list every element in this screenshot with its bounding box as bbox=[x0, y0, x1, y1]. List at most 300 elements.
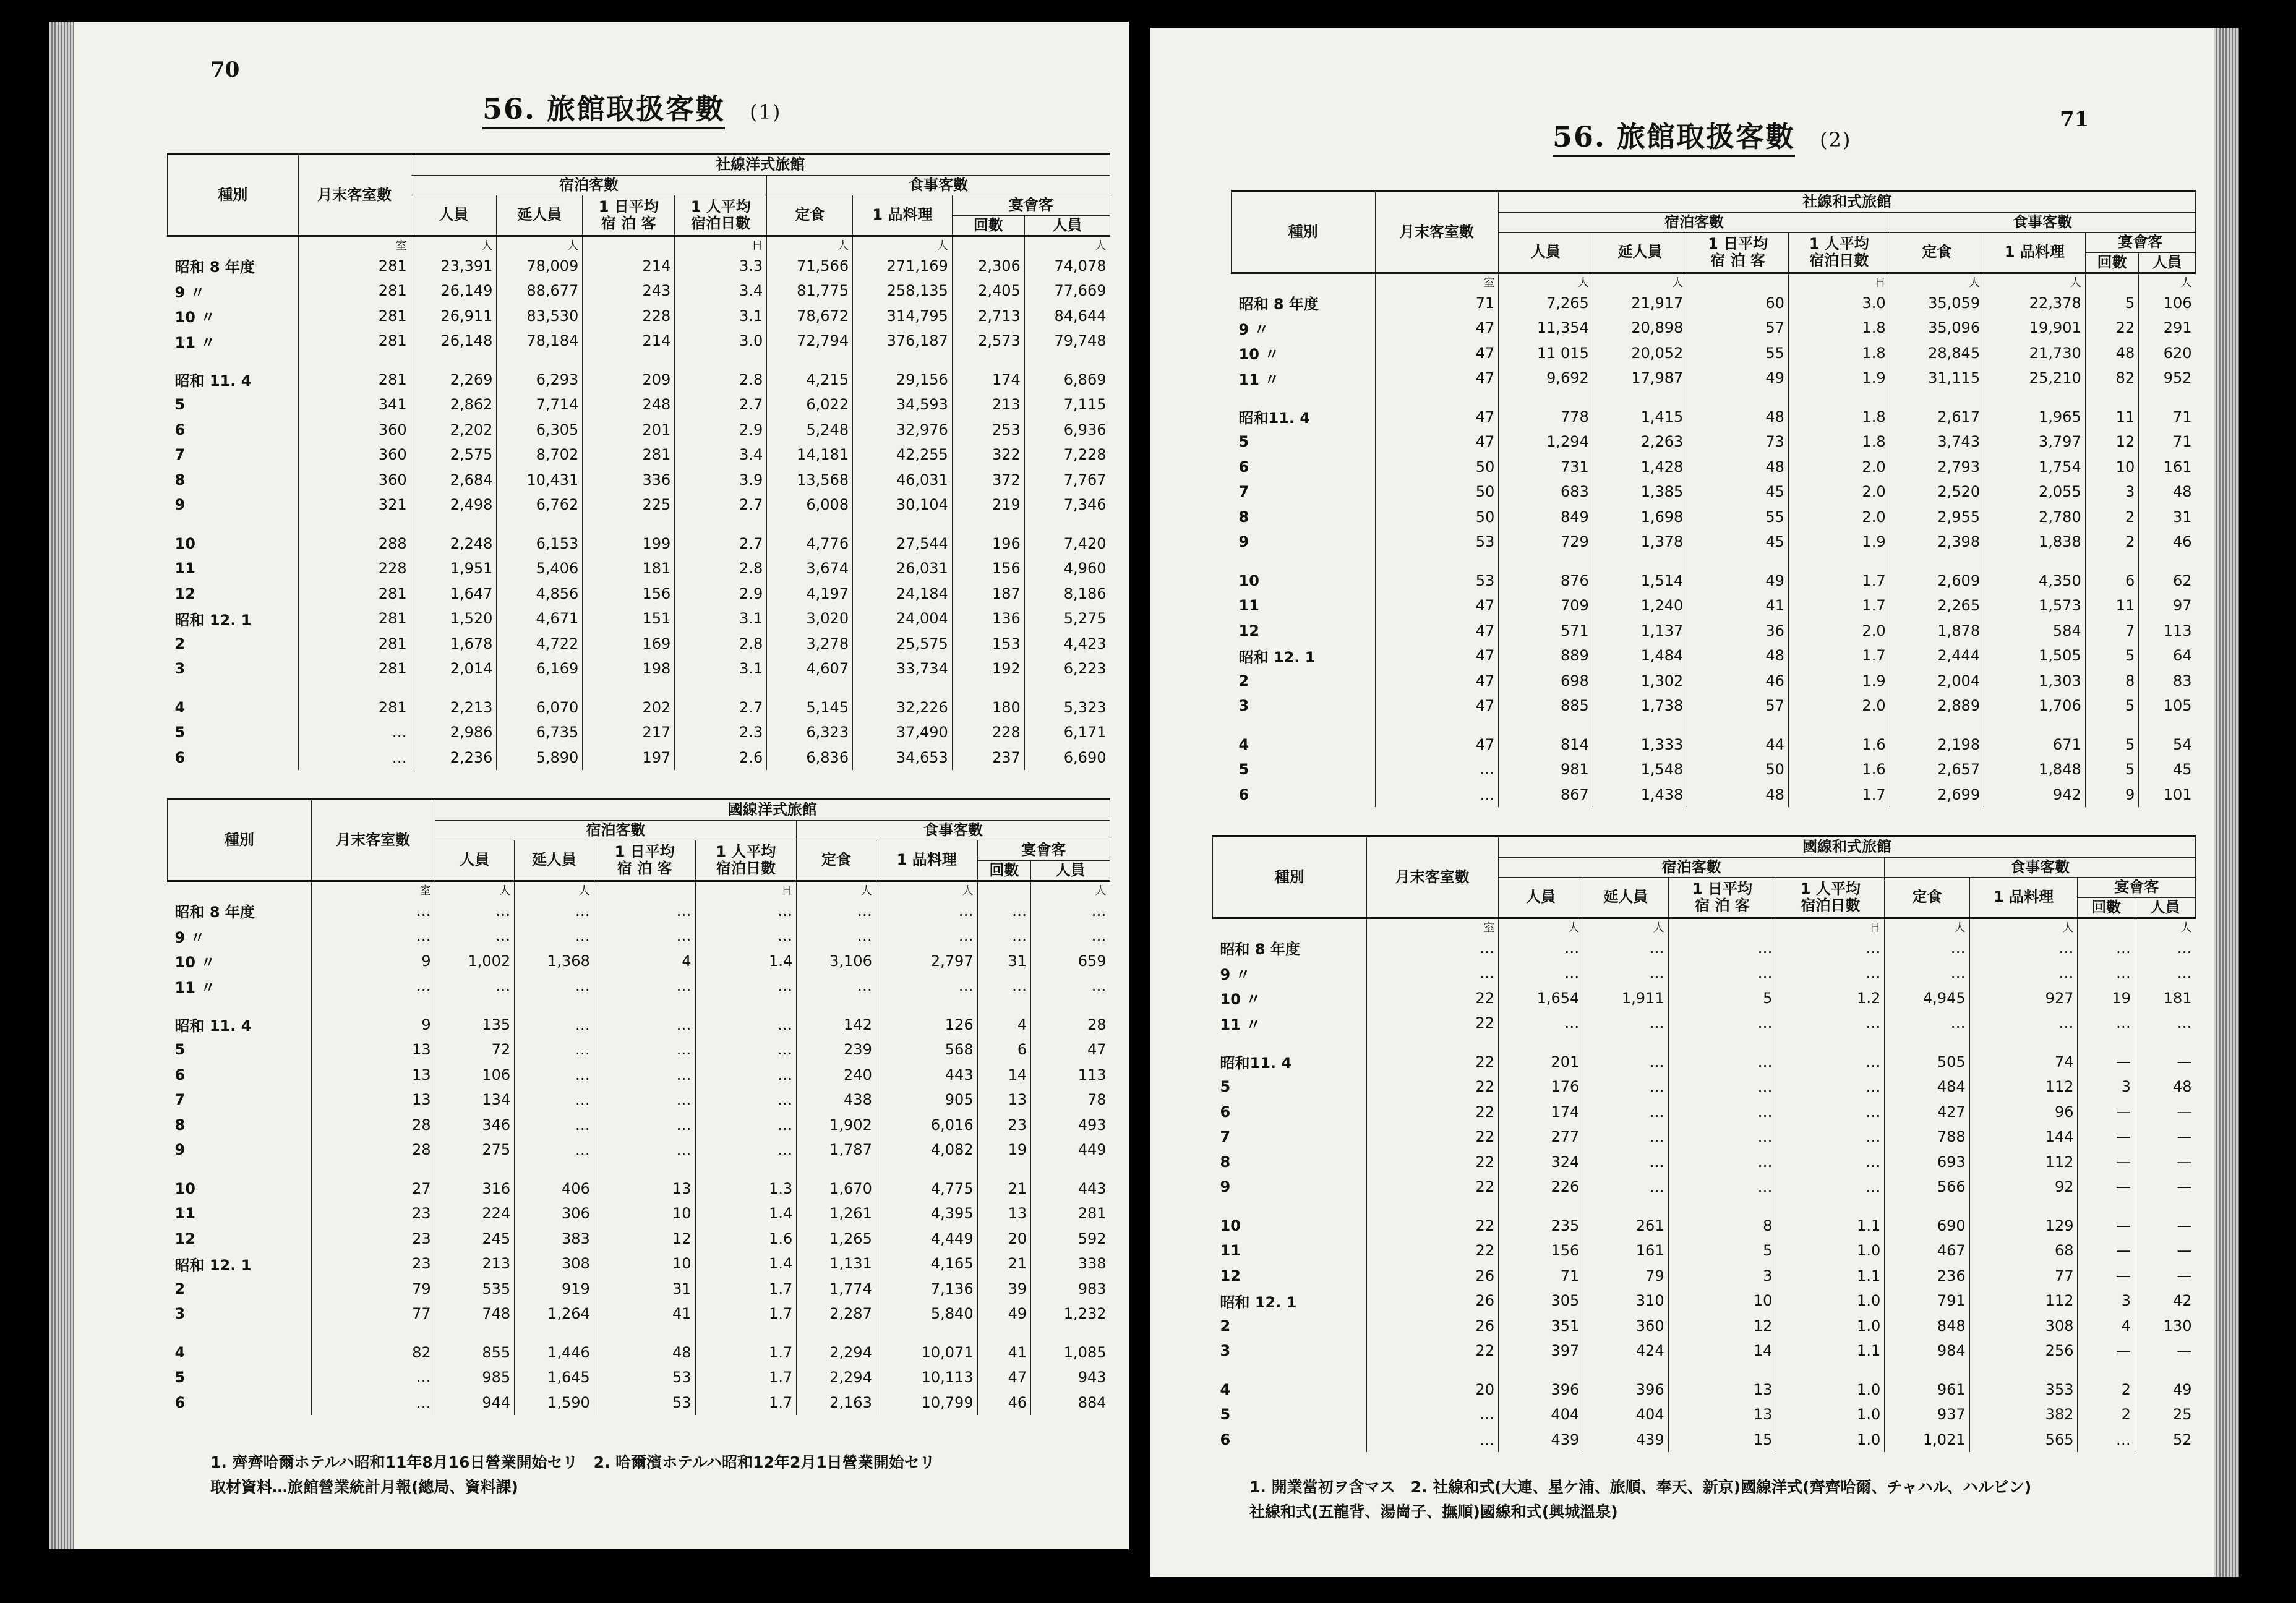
cell: 192 bbox=[952, 656, 1024, 682]
cell: 1,085 bbox=[1031, 1326, 1110, 1365]
cell: 48 bbox=[2085, 340, 2138, 365]
cell: 34,593 bbox=[853, 392, 953, 417]
cell: 174 bbox=[1498, 1099, 1583, 1124]
cell: … bbox=[1668, 935, 1776, 960]
row-label: 昭和 8 年度 bbox=[174, 259, 255, 276]
cell: 382 bbox=[1969, 1402, 2078, 1427]
col-a-la-carte: 1 品料理 bbox=[853, 195, 953, 236]
cell: 46 bbox=[2139, 529, 2196, 555]
cell: — bbox=[2135, 1238, 2195, 1263]
col-category: 種別 bbox=[168, 799, 312, 881]
cell: … bbox=[298, 720, 411, 745]
cell: 5 bbox=[2085, 643, 2138, 669]
cell: 5 bbox=[2085, 290, 2138, 315]
cell: 12 bbox=[594, 1226, 695, 1251]
cell: 22 bbox=[1366, 1338, 1498, 1364]
cell: 5 bbox=[2085, 693, 2138, 719]
cell: — bbox=[2135, 1338, 2195, 1364]
cell: … bbox=[2078, 935, 2135, 960]
row-label: 6 bbox=[1238, 785, 1249, 803]
row-label: 7 bbox=[174, 1091, 186, 1109]
row-label: 6 bbox=[1238, 458, 1249, 476]
cell: 19 bbox=[977, 1137, 1031, 1163]
table-row bbox=[1213, 1238, 2196, 1263]
cell: 659 bbox=[1031, 948, 1110, 973]
cell: … bbox=[594, 1112, 695, 1137]
cell: 20,052 bbox=[1593, 340, 1687, 365]
cell: … bbox=[1498, 935, 1583, 960]
unit-label: 人 bbox=[411, 236, 497, 254]
cell: 5,406 bbox=[497, 556, 583, 581]
cell: 404 bbox=[1498, 1402, 1583, 1427]
col-a-la-carte: 1 品料理 bbox=[1984, 233, 2086, 273]
cell: 291 bbox=[2139, 315, 2196, 341]
cell: … bbox=[1498, 960, 1583, 986]
cell: 6,936 bbox=[1024, 417, 1110, 442]
cell: … bbox=[876, 973, 977, 999]
col-banquet: 宴會客 bbox=[977, 840, 1110, 861]
cell: 885 bbox=[1499, 693, 1593, 719]
table-row bbox=[1232, 340, 2196, 365]
cell: … bbox=[2135, 935, 2195, 960]
left-page bbox=[49, 22, 1129, 1549]
cell: 1.4 bbox=[695, 1201, 797, 1226]
cell: 72,794 bbox=[767, 328, 853, 354]
cell: 1.7 bbox=[1788, 593, 1890, 618]
cell: 113 bbox=[2139, 618, 2196, 643]
cell: 1,548 bbox=[1593, 757, 1687, 782]
cell: 96 bbox=[1969, 1099, 2078, 1124]
cell: 693 bbox=[1885, 1149, 1969, 1174]
cell: 77 bbox=[1969, 1263, 2078, 1288]
cell: 2,575 bbox=[411, 442, 497, 468]
cell: 867 bbox=[1499, 782, 1593, 807]
unit-label bbox=[583, 236, 675, 254]
cell: 22 bbox=[1366, 1149, 1498, 1174]
cell: 6 bbox=[977, 1037, 1031, 1062]
col-avg-days: 1 人平均 宿泊日數 bbox=[1788, 233, 1890, 273]
cell: 112 bbox=[1969, 1074, 2078, 1100]
cell: 1,240 bbox=[1593, 593, 1687, 618]
table-row bbox=[1213, 1149, 2196, 1174]
cell: … bbox=[977, 973, 1031, 999]
cell: 5 bbox=[1668, 985, 1776, 1011]
cell: 1,965 bbox=[1984, 390, 2086, 429]
cell: 253 bbox=[952, 417, 1024, 442]
cell: 50 bbox=[1687, 757, 1789, 782]
cell: 71 bbox=[2139, 390, 2196, 429]
cell: 3 bbox=[2078, 1074, 2135, 1100]
table-row bbox=[1232, 529, 2196, 555]
table-row bbox=[1232, 782, 2196, 807]
row-label: 11 〃 bbox=[174, 978, 216, 996]
cell: … bbox=[1668, 1149, 1776, 1174]
row-label: 9 〃 bbox=[174, 928, 205, 946]
cell: … bbox=[797, 973, 876, 999]
cell: 7,346 bbox=[1024, 492, 1110, 518]
table-row bbox=[168, 1112, 1110, 1137]
table-row bbox=[168, 442, 1110, 468]
col-dining: 食事客數 bbox=[1890, 212, 2195, 233]
cell: … bbox=[515, 1137, 594, 1163]
cell: 202 bbox=[583, 681, 675, 720]
cell: 1,654 bbox=[1498, 985, 1583, 1011]
cell: 136 bbox=[952, 606, 1024, 631]
table-row bbox=[168, 556, 1110, 581]
cell: 41 bbox=[594, 1301, 695, 1327]
row-label: 5 bbox=[1220, 1078, 1231, 1096]
cell: 7,115 bbox=[1024, 392, 1110, 417]
cell: — bbox=[2135, 1035, 2195, 1074]
cell: 71 bbox=[1498, 1263, 1583, 1288]
cell: 47 bbox=[1375, 593, 1499, 618]
table-row bbox=[1232, 454, 2196, 479]
cell: … bbox=[2135, 1011, 2195, 1036]
cell: 1,333 bbox=[1593, 718, 1687, 757]
cell: 424 bbox=[1583, 1338, 1668, 1364]
cell: 277 bbox=[1498, 1124, 1583, 1150]
cell: 848 bbox=[1885, 1313, 1969, 1338]
cell: 23,391 bbox=[411, 253, 497, 278]
cell: 1,514 bbox=[1593, 554, 1687, 593]
cell: 1.0 bbox=[1776, 1313, 1885, 1338]
cell: 1.0 bbox=[1776, 1427, 1885, 1452]
cell: … bbox=[1583, 935, 1668, 960]
cell: 10 bbox=[2085, 454, 2138, 479]
cell: 1.7 bbox=[695, 1326, 797, 1365]
table-row bbox=[1232, 290, 2196, 315]
cell: 41 bbox=[977, 1326, 1031, 1365]
cell: 791 bbox=[1885, 1288, 1969, 1314]
table-row bbox=[168, 1326, 1110, 1365]
cell: 396 bbox=[1583, 1363, 1668, 1402]
table-row bbox=[168, 467, 1110, 492]
cell: 281 bbox=[298, 606, 411, 631]
unit-label bbox=[1668, 918, 1776, 936]
cell: 338 bbox=[1031, 1251, 1110, 1276]
cell: 126 bbox=[876, 998, 977, 1037]
row-label: 5 bbox=[1238, 433, 1249, 451]
cell: … bbox=[1969, 960, 2078, 986]
cell: 92 bbox=[1969, 1174, 2078, 1200]
cell: 2.3 bbox=[675, 720, 767, 745]
cell: 1.7 bbox=[1788, 782, 1890, 807]
cell: 11,354 bbox=[1499, 315, 1593, 341]
table-company-western-hotels bbox=[167, 153, 1110, 770]
cell: 729 bbox=[1499, 529, 1593, 555]
cell: 4 bbox=[594, 948, 695, 973]
cell: 214 bbox=[583, 253, 675, 278]
row-label: 6 bbox=[174, 1066, 186, 1084]
cell: 48 bbox=[1687, 390, 1789, 429]
cell: 29,156 bbox=[853, 353, 953, 392]
cell: 161 bbox=[2139, 454, 2196, 479]
table-row bbox=[1232, 365, 2196, 391]
cell: … bbox=[298, 745, 411, 770]
cell: 35,059 bbox=[1890, 290, 1984, 315]
cell: — bbox=[2135, 1174, 2195, 1200]
cell: 47 bbox=[1375, 643, 1499, 669]
cell: 14 bbox=[1668, 1338, 1776, 1364]
row-label: 5 bbox=[1220, 1406, 1231, 1424]
col-category: 種別 bbox=[1213, 836, 1367, 918]
col-person-days: 延人員 bbox=[1583, 878, 1668, 918]
cell: 217 bbox=[583, 720, 675, 745]
cell: 31 bbox=[594, 1276, 695, 1301]
row-label: 6 bbox=[174, 748, 186, 766]
cell: 6,762 bbox=[497, 492, 583, 518]
cell: 25 bbox=[2135, 1402, 2195, 1427]
table-row bbox=[168, 253, 1110, 278]
cell: 28 bbox=[311, 1112, 435, 1137]
table-row bbox=[168, 1137, 1110, 1163]
col-daily-avg: 1 日平均 宿 泊 客 bbox=[1687, 233, 1789, 273]
cell: 44 bbox=[1687, 718, 1789, 757]
page-title-left bbox=[482, 87, 781, 127]
cell: 50 bbox=[1375, 504, 1499, 529]
cell: … bbox=[695, 998, 797, 1037]
cell: 1,021 bbox=[1885, 1427, 1969, 1452]
cell: 3.1 bbox=[675, 656, 767, 682]
row-label: 昭和 12. 1 bbox=[1238, 648, 1316, 666]
cell: 243 bbox=[583, 278, 675, 304]
row-label: 6 bbox=[174, 421, 186, 438]
cell: … bbox=[1583, 1149, 1668, 1174]
cell: 2,236 bbox=[411, 745, 497, 770]
cell: 2.0 bbox=[1788, 693, 1890, 719]
col-set-meal: 定食 bbox=[1890, 233, 1984, 273]
cell: 1.8 bbox=[1788, 340, 1890, 365]
table-row bbox=[168, 720, 1110, 745]
cell: 306 bbox=[515, 1201, 594, 1226]
table-row bbox=[1232, 593, 2196, 618]
cell: … bbox=[515, 1112, 594, 1137]
unit-label: 日 bbox=[1776, 918, 1885, 936]
cell: 484 bbox=[1885, 1074, 1969, 1100]
cell: … bbox=[1498, 1011, 1583, 1036]
title-main: 56. 旅館取扱客數 bbox=[1553, 120, 1795, 157]
unit-label: 日 bbox=[695, 881, 797, 899]
cell: 671 bbox=[1984, 718, 2086, 757]
cell: 13 bbox=[311, 1062, 435, 1087]
cell: 6,153 bbox=[497, 517, 583, 556]
cell: 169 bbox=[583, 631, 675, 656]
unit-label: 人 bbox=[853, 236, 953, 254]
cell: 2,657 bbox=[1890, 757, 1984, 782]
row-label: 6 bbox=[174, 1393, 186, 1411]
cell: 2,014 bbox=[411, 656, 497, 682]
cell: 4,671 bbox=[497, 606, 583, 631]
cell: 113 bbox=[1031, 1062, 1110, 1087]
unit-label bbox=[977, 881, 1031, 899]
cell: 240 bbox=[797, 1062, 876, 1087]
cell: 2,986 bbox=[411, 720, 497, 745]
cell: 10,799 bbox=[876, 1390, 977, 1415]
cell: 6,293 bbox=[497, 353, 583, 392]
cell: 620 bbox=[2139, 340, 2196, 365]
cell: 360 bbox=[298, 417, 411, 442]
cell: 2,202 bbox=[411, 417, 497, 442]
cell: 2.7 bbox=[675, 681, 767, 720]
table-row bbox=[1213, 1288, 2196, 1314]
cell: 5 bbox=[1668, 1238, 1776, 1263]
row-label: 9 bbox=[1238, 533, 1249, 551]
table-row bbox=[168, 898, 1110, 923]
unit-label: 日 bbox=[675, 236, 767, 254]
cell: 2,213 bbox=[411, 681, 497, 720]
table-row bbox=[1232, 479, 2196, 505]
cell: 360 bbox=[298, 467, 411, 492]
cell: 20 bbox=[1366, 1363, 1498, 1402]
cell: … bbox=[1885, 935, 1969, 960]
cell: 2 bbox=[2085, 529, 2138, 555]
cell: 2.9 bbox=[675, 581, 767, 606]
cell: 493 bbox=[1031, 1112, 1110, 1137]
cell: 15 bbox=[1668, 1427, 1776, 1452]
unit-label: 人 bbox=[1593, 273, 1687, 291]
cell: 683 bbox=[1499, 479, 1593, 505]
cell: 322 bbox=[952, 442, 1024, 468]
cell: 6 bbox=[2085, 554, 2138, 593]
cell: 310 bbox=[1583, 1288, 1668, 1314]
cell: 239 bbox=[797, 1037, 876, 1062]
cell: 22,378 bbox=[1984, 290, 2086, 315]
cell: 46 bbox=[977, 1390, 1031, 1415]
cell: 7,767 bbox=[1024, 467, 1110, 492]
cell: 105 bbox=[2139, 693, 2196, 719]
cell: 3 bbox=[1668, 1263, 1776, 1288]
cell: 6,008 bbox=[767, 492, 853, 518]
cell: 985 bbox=[435, 1365, 515, 1390]
cell: 79 bbox=[1583, 1263, 1668, 1288]
row-label: 12 bbox=[174, 1229, 195, 1247]
cell: 271,169 bbox=[853, 253, 953, 278]
cell: 22 bbox=[1366, 1238, 1498, 1263]
cell: 7,714 bbox=[497, 392, 583, 417]
cell: 13 bbox=[594, 1162, 695, 1201]
row-label: 昭和 11. 4 bbox=[174, 372, 252, 390]
cell: 19 bbox=[2078, 985, 2135, 1011]
cell: 47 bbox=[1375, 668, 1499, 693]
unit-label: 人 bbox=[435, 881, 515, 899]
cell: 2,573 bbox=[952, 328, 1024, 354]
cell: 568 bbox=[876, 1037, 977, 1062]
table-row bbox=[168, 417, 1110, 442]
cell: 281 bbox=[298, 656, 411, 682]
cell: … bbox=[311, 898, 435, 923]
cell: 7 bbox=[2085, 618, 2138, 643]
cell: 31 bbox=[977, 948, 1031, 973]
cell: 2,793 bbox=[1890, 454, 1984, 479]
cell: 199 bbox=[583, 517, 675, 556]
cell: 174 bbox=[952, 353, 1024, 392]
table-name: 國線洋式旅館 bbox=[435, 799, 1110, 820]
cell: 10,113 bbox=[876, 1365, 977, 1390]
cell: 19,901 bbox=[1984, 315, 2086, 341]
cell: 2,520 bbox=[1890, 479, 1984, 505]
table-row bbox=[1232, 554, 2196, 593]
cell: 1.6 bbox=[1788, 757, 1890, 782]
cell: 3,278 bbox=[767, 631, 853, 656]
cell: 33,734 bbox=[853, 656, 953, 682]
cell: 905 bbox=[876, 1087, 977, 1113]
cell: 68 bbox=[1969, 1238, 2078, 1263]
cell: 135 bbox=[435, 998, 515, 1037]
cell: 1.7 bbox=[695, 1390, 797, 1415]
cell: 78,184 bbox=[497, 328, 583, 354]
cell: 8,186 bbox=[1024, 581, 1110, 606]
cell: 4,449 bbox=[876, 1226, 977, 1251]
unit-label bbox=[1213, 918, 1367, 936]
cell: 49 bbox=[1687, 365, 1789, 391]
cell: 71 bbox=[1375, 290, 1499, 315]
cell: 281 bbox=[298, 253, 411, 278]
cell: 281 bbox=[298, 581, 411, 606]
cell: … bbox=[594, 923, 695, 949]
table-row bbox=[168, 631, 1110, 656]
unit-label: 人 bbox=[1984, 273, 2086, 291]
col-category: 種別 bbox=[1232, 191, 1376, 273]
cell: 23 bbox=[311, 1226, 435, 1251]
cell: 25,210 bbox=[1984, 365, 2086, 391]
cell: 228 bbox=[952, 720, 1024, 745]
cell: 1.0 bbox=[1776, 1402, 1885, 1427]
cell: 49 bbox=[977, 1301, 1031, 1327]
row-label: 昭和 11. 4 bbox=[174, 1017, 252, 1035]
table-row bbox=[1232, 668, 2196, 693]
cell: … bbox=[1583, 1035, 1668, 1074]
cell: 39 bbox=[977, 1276, 1031, 1301]
cell: 1,878 bbox=[1890, 618, 1984, 643]
cell: 2 bbox=[2078, 1363, 2135, 1402]
cell: 4,776 bbox=[767, 517, 853, 556]
table-name: 國線和式旅館 bbox=[1498, 836, 2195, 857]
cell: 4,350 bbox=[1984, 554, 2086, 593]
cell: 6,171 bbox=[1024, 720, 1110, 745]
row-label: 5 bbox=[174, 396, 186, 414]
cell: 1,902 bbox=[797, 1112, 876, 1137]
table-row bbox=[1213, 935, 2196, 960]
cell: 7,265 bbox=[1499, 290, 1593, 315]
cell: 71,566 bbox=[767, 253, 853, 278]
cell: 198 bbox=[583, 656, 675, 682]
cell: — bbox=[2078, 1263, 2135, 1288]
cell: 26 bbox=[1366, 1288, 1498, 1314]
col-banquet: 宴會客 bbox=[952, 195, 1110, 216]
table-row bbox=[168, 1037, 1110, 1062]
cell: 1.0 bbox=[1776, 1238, 1885, 1263]
notes-left bbox=[210, 1450, 1107, 1500]
cell: 6,836 bbox=[767, 745, 853, 770]
cell: 324 bbox=[1498, 1149, 1583, 1174]
unit-label: 人 bbox=[1890, 273, 1984, 291]
cell: 2.7 bbox=[675, 492, 767, 518]
table-row bbox=[1232, 618, 2196, 643]
note-line: 取材資料…旅館營業統計月報(總局、資料課) bbox=[210, 1478, 518, 1496]
cell: 6,022 bbox=[767, 392, 853, 417]
cell: 11 bbox=[2085, 593, 2138, 618]
cell: … bbox=[1583, 960, 1668, 986]
cell: 2,617 bbox=[1890, 390, 1984, 429]
page-edge-left bbox=[49, 22, 74, 1549]
col-rooms: 月末客室數 bbox=[311, 799, 435, 881]
unit-label: 人 bbox=[497, 236, 583, 254]
cell: 5 bbox=[2085, 718, 2138, 757]
table-row bbox=[168, 1087, 1110, 1113]
cell: 6,305 bbox=[497, 417, 583, 442]
cell: 8,702 bbox=[497, 442, 583, 468]
col-persons: 人員 bbox=[1498, 878, 1583, 918]
